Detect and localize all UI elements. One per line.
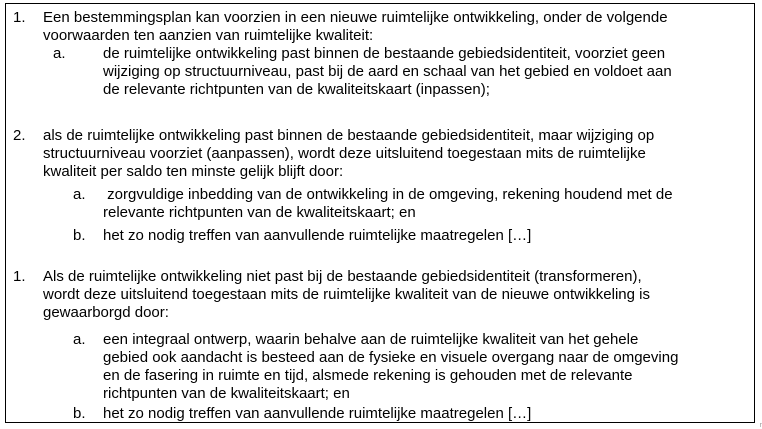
- item-3a-line-4: richtpunten van de kwaliteitskaart; en: [103, 385, 350, 402]
- quote-box: [5, 3, 755, 423]
- item-1-line-1: Een bestemmingsplan kan voorzien in een nieuwe ruimtelijke ontwikkeling, onder de volgende: [43, 9, 668, 26]
- item-3-line-3: gewaarborgd door:: [43, 304, 169, 321]
- item-3-line-2: wordt deze uitsluitend toegestaan mits de ruimtelijke kwaliteit van de nieuwe ontwikkeling is: [43, 286, 650, 303]
- item-3-number: 1.: [13, 268, 26, 285]
- corner-mark: r: [759, 422, 762, 429]
- item-1a-line-1: de ruimtelijke ontwikkeling past binnen de bestaande gebiedsidentiteit, voorziet geen: [103, 45, 666, 62]
- item-3-line-1: Als de ruimtelijke ontwikkeling niet past bij de bestaande gebiedsidentiteit (transformeren),: [43, 268, 642, 285]
- item-2-line-1: als de ruimtelijke ontwikkeling past binnen de bestaande gebiedsidentiteit, maar wijziging op: [43, 127, 655, 144]
- item-2-number: 2.: [13, 127, 26, 144]
- item-3b-letter: b.: [73, 405, 86, 422]
- item-3a-letter: a.: [73, 331, 86, 348]
- item-3b-line-1: het zo nodig treffen van aanvullende ruimtelijke maatregelen […]: [103, 405, 532, 422]
- item-1a-letter: a.: [53, 45, 66, 62]
- item-3a-line-3: en de fasering in ruimte en tijd, alsmede rekening is gehouden met de relevante: [103, 367, 633, 384]
- item-3a-line-2: gebied ook aandacht is besteed aan de fysieke en visuele overgang naar de omgeving: [103, 349, 679, 366]
- item-1-line-2: voorwaarden ten aanzien van ruimtelijke kwaliteit:: [43, 27, 374, 44]
- item-2a-line-1: zorgvuldige inbedding van de ontwikkeling in de omgeving, rekening houdend met de: [103, 186, 673, 203]
- item-1-number: 1.: [13, 9, 26, 26]
- item-3a-line-1: een integraal ontwerp, waarin behalve aan de ruimtelijke kwaliteit van het gehele: [103, 331, 639, 348]
- item-2a-line-2: relevante richtpunten van de kwaliteitskaart; en: [103, 204, 416, 221]
- item-2b-letter: b.: [73, 227, 86, 244]
- item-2a-letter: a.: [73, 186, 86, 203]
- item-1a-line-2: wijziging op structuurniveau, past bij de aard en schaal van het gebied en voldoet aan: [103, 63, 672, 80]
- item-1a-line-3: de relevante richtpunten van de kwaliteitskaart (inpassen);: [103, 81, 490, 98]
- item-2-line-2: structuurniveau voorziet (aanpassen), wordt deze uitsluitend toegestaan mits de ruimtelijke: [43, 145, 646, 162]
- item-2b-line-1: het zo nodig treffen van aanvullende ruimtelijke maatregelen […]: [103, 227, 532, 244]
- item-2-line-3: kwaliteit per saldo ten minste gelijk blijft door:: [43, 163, 344, 180]
